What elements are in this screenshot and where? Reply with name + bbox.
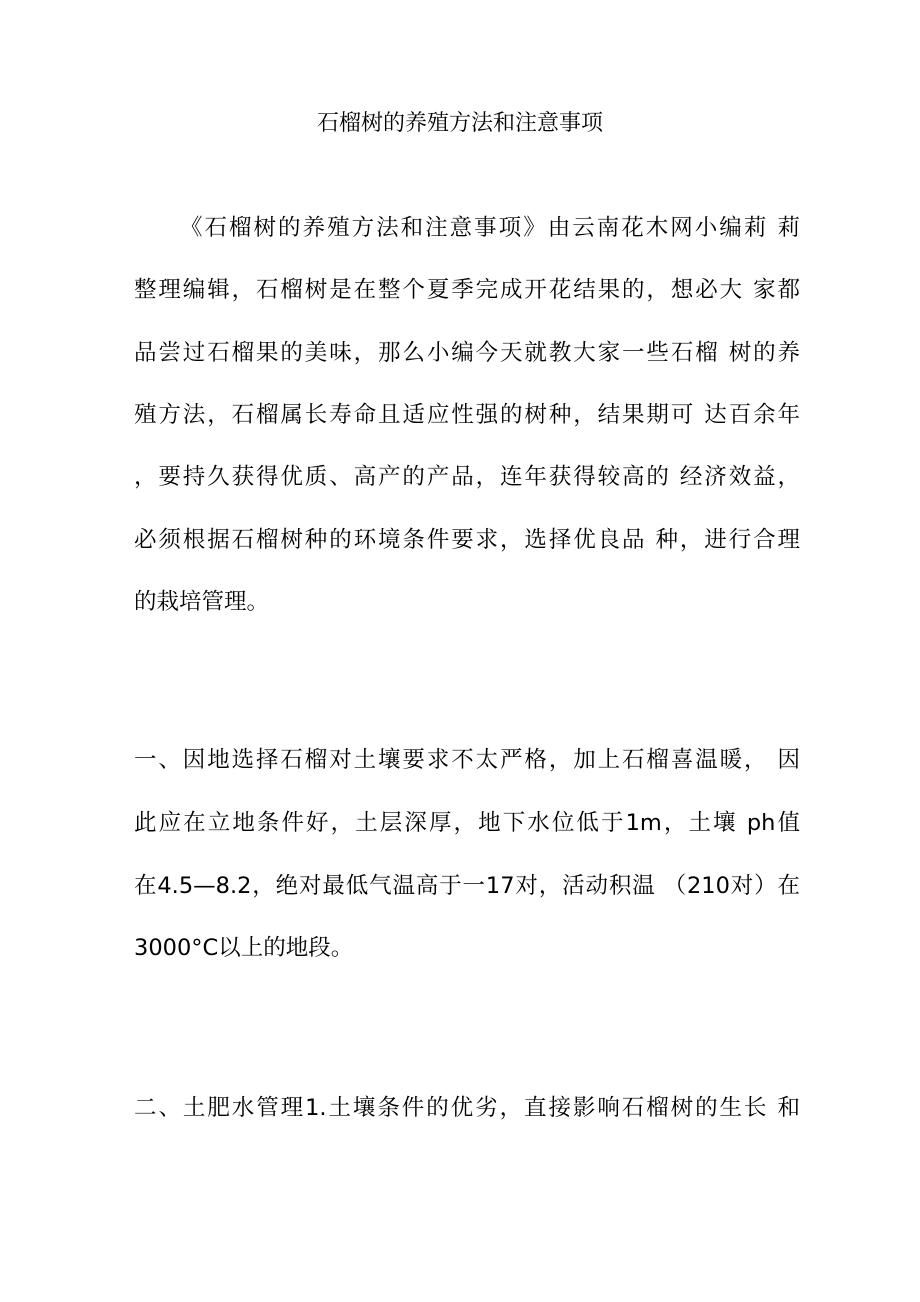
intro-line: ，要持久获得优质、高产的产品，连年获得较高的 经济效益， xyxy=(134,464,800,490)
intro-line: 整理编辑，石榴树是在整个夏季完成开花结果的，想必大 家都 xyxy=(134,277,800,303)
section-1-line: 此应在立地条件好，土层深厚，地下水位低于1m，土壤 ph值 xyxy=(134,810,800,836)
section-1-line: 3000°C以上的地段。 xyxy=(134,935,354,961)
intro-line: 品尝过石榴果的美味，那么小编今天就教大家一些石榴 树的养 xyxy=(134,340,800,366)
intro-line: 必须根据石榴树种的环境条件要求，选择优良品 种，进行合理 xyxy=(134,527,800,553)
intro-line: 的栽培管理。 xyxy=(134,589,270,615)
section-2-line: 二、土肥水管理1.土壤条件的优劣，直接影响石榴树的生长 和 xyxy=(134,1095,800,1121)
document-title: 石榴树的养殖方法和注意事项 xyxy=(316,111,603,136)
intro-line: 殖方法，石榴属长寿命且适应性强的树种，结果期可 达百余年 xyxy=(134,402,800,428)
intro-line: 《石榴树的养殖方法和注意事项》由云南花木网小编莉 莉 xyxy=(180,215,800,241)
section-1-line: 在4.5—8.2，绝对最低气温高于一17对，活动积温 （210对）在 xyxy=(134,873,800,899)
section-1-line: 一、因地选择石榴对土壤要求不太严格，加上石榴喜温暖， 因 xyxy=(134,747,800,773)
